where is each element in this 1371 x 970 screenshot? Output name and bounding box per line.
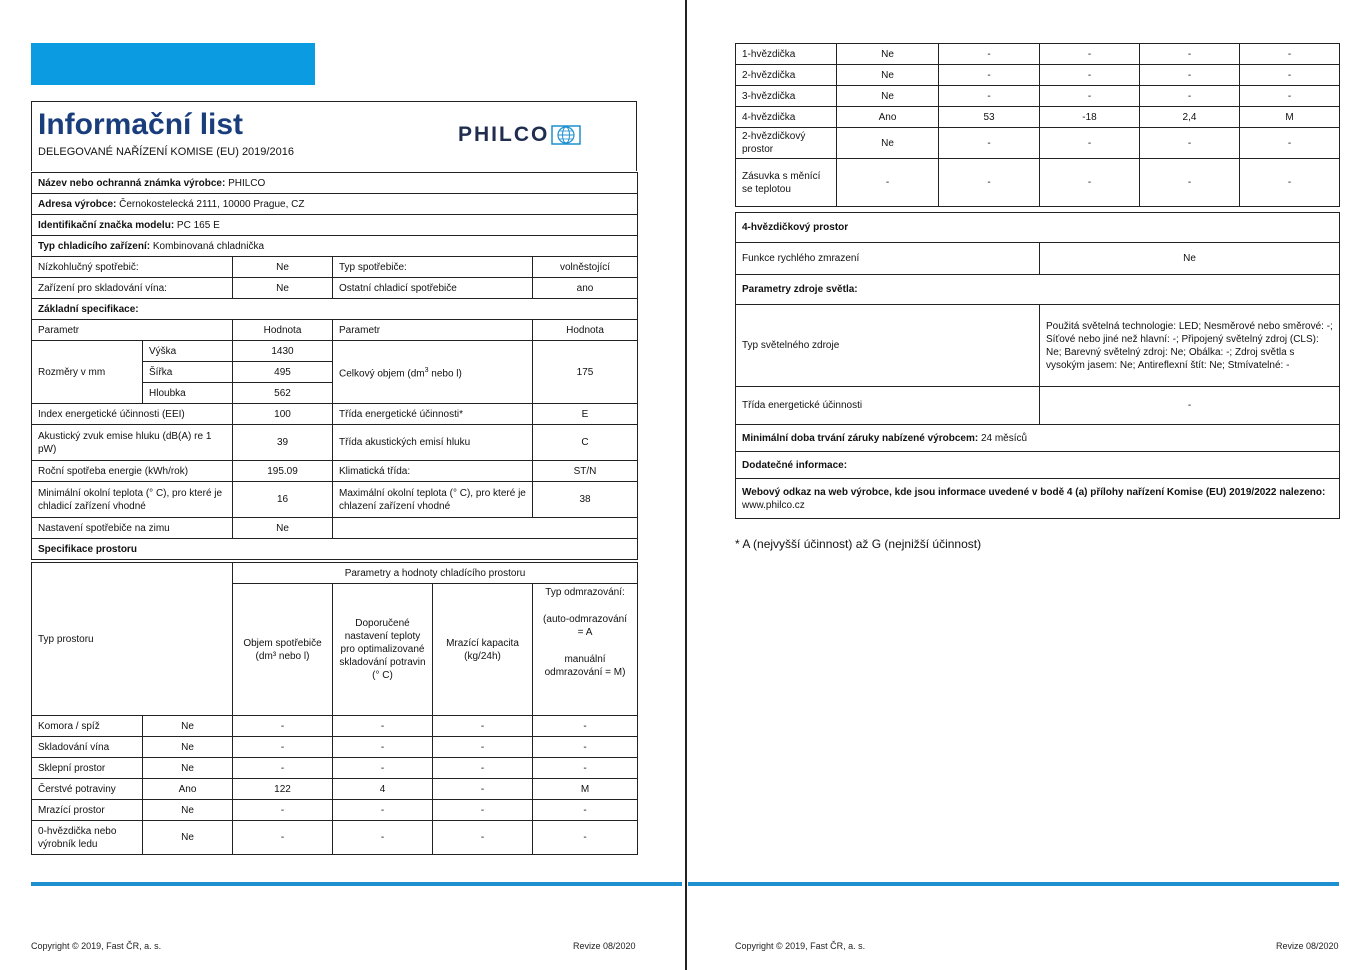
- light-type-value: Použitá světelná technologie: LED; Nesměrové nebo směrové: -; Síťové nebo jiné než hlavní: -; Připojený světelný zdroj (CLS): Ne; Barevný světelný zdroj: Ne; Obálka: -; Zdroj světla s vysokým jasem: Ne; Antireflexní štít: Ne; Stmívatelné: -: [1040, 305, 1340, 387]
- compartment-freeze: -: [1140, 65, 1240, 86]
- other-value: ano: [533, 278, 638, 299]
- compartment-temp: -: [1040, 44, 1140, 65]
- compartment-volume: -: [939, 159, 1040, 207]
- compartment-volume: -: [233, 737, 333, 758]
- compartment-spec-heading: Specifikace prostoru: [32, 539, 638, 560]
- climate-label: Klimatická třída:: [333, 461, 533, 482]
- compartment-volume: -: [233, 821, 333, 855]
- compartment-volume: -: [939, 128, 1040, 159]
- header-accent-bar: [31, 43, 315, 85]
- compartment-volume: -: [939, 44, 1040, 65]
- compartment-temp: -: [1040, 65, 1140, 86]
- left-revision: Revize 08/2020: [573, 941, 636, 951]
- compartment-defrost: -: [533, 800, 638, 821]
- brand-row: Název nebo ochranná známka výrobce: PHILCO: [32, 173, 638, 194]
- fast-freeze-value: Ne: [1040, 243, 1340, 275]
- compartment-row: [736, 44, 1340, 65]
- light-class-value: -: [1040, 387, 1340, 425]
- basic-spec-heading: Základní specifikace:: [32, 299, 638, 320]
- low-noise-label: Nízkohlučný spotřebič:: [32, 257, 233, 278]
- max-temp-value: 38: [533, 482, 638, 518]
- annual-energy-value: 195.09: [233, 461, 333, 482]
- light-params-heading: Parametry zdroje světla:: [736, 275, 1340, 305]
- compartment-present: Ne: [837, 128, 939, 159]
- compartment-present: Ne: [143, 716, 233, 737]
- address-row: Adresa výrobce: Černokostelecká 2111, 10000 Prague, CZ: [32, 194, 638, 215]
- compartment-temp: -: [333, 737, 433, 758]
- compartment-name: 1-hvězdička: [736, 44, 837, 65]
- compartment-row: [736, 65, 1340, 86]
- compartment-freeze: -: [1140, 44, 1240, 65]
- compartment-type-header: Typ prostoru: [32, 563, 233, 716]
- right-page-rule: [688, 882, 1339, 886]
- height-value: 1430: [233, 341, 333, 362]
- params-values-header: Parametry a hodnoty chladícího prostoru: [233, 563, 638, 584]
- annual-energy-label: Roční spotřeba energie (kWh/rok): [32, 461, 233, 482]
- total-volume-value: 175: [533, 341, 638, 404]
- low-noise-value: Ne: [233, 257, 333, 278]
- compartment-name: Čerstvé potraviny: [32, 779, 143, 800]
- wine-value: Ne: [233, 278, 333, 299]
- param-header-2: Parametr: [333, 320, 533, 341]
- compartment-defrost: M: [533, 779, 638, 800]
- compartment-volume: -: [233, 758, 333, 779]
- regulation-text: DELEGOVANÉ NAŘÍZENÍ KOMISE (EU) 2019/2016: [38, 146, 294, 158]
- col-freeze-header: Mrazící kapacita (kg/24h): [433, 584, 533, 716]
- compartment-row: [736, 159, 1340, 207]
- compartment-defrost: -: [533, 737, 638, 758]
- compartment-freeze: -: [433, 716, 533, 737]
- compartment-freeze: 2,4: [1140, 107, 1240, 128]
- compartment-temp: -: [333, 821, 433, 855]
- compartment-name: 4-hvězdička: [736, 107, 837, 128]
- appliance-type-label: Typ spotřebiče:: [333, 257, 533, 278]
- compartment-defrost: -: [533, 758, 638, 779]
- compartment-name: 2-hvězdičkový prostor: [736, 128, 837, 159]
- compartment-table-right: [735, 43, 1340, 207]
- compartment-defrost: M: [1240, 107, 1340, 128]
- compartment-freeze: -: [433, 800, 533, 821]
- compartment-row: [736, 107, 1340, 128]
- winter-label: Nastavení spotřebiče na zimu: [32, 518, 233, 539]
- total-volume-label: Celkový objem ($dm^3$ nebo l): [333, 341, 533, 404]
- noise-class-label: Třída akustických emisí hluku: [333, 425, 533, 461]
- four-star-heading: 4-hvězdičkový prostor: [736, 213, 1340, 243]
- compartment-row: [32, 800, 638, 821]
- compartment-name: Sklepní prostor: [32, 758, 143, 779]
- compartment-present: Ne: [143, 800, 233, 821]
- compartment-freeze: -: [433, 758, 533, 779]
- noise-label: Akustický zvuk emise hluku (dB(A) re 1 pW): [32, 425, 233, 461]
- compartment-name: Mrazící prostor: [32, 800, 143, 821]
- climate-value: ST/N: [533, 461, 638, 482]
- width-value: 495: [233, 362, 333, 383]
- width-label: Šířka: [143, 362, 233, 383]
- page-divider: [685, 0, 687, 970]
- appliance-type-value: volněstojící: [533, 257, 638, 278]
- compartment-volume: 122: [233, 779, 333, 800]
- compartment-defrost: -: [1240, 44, 1340, 65]
- height-label: Výška: [143, 341, 233, 362]
- col-temp-header: Doporučené nastavení teploty pro optimalizované skladování potravin (° C): [333, 584, 433, 716]
- compartment-defrost: -: [533, 821, 638, 855]
- compartment-volume: -: [939, 65, 1040, 86]
- value-header-2: Hodnota: [533, 320, 638, 341]
- compartment-present: Ne: [143, 758, 233, 779]
- right-info-table: [735, 212, 1340, 519]
- energy-class-value: E: [533, 404, 638, 425]
- compartment-name: 3-hvězdička: [736, 86, 837, 107]
- compartment-present: Ano: [143, 779, 233, 800]
- compartment-row: [736, 86, 1340, 107]
- compartment-freeze: -: [1140, 128, 1240, 159]
- right-copyright: Copyright © 2019, Fast ČR, a. s.: [735, 941, 866, 951]
- depth-value: 562: [233, 383, 333, 404]
- noise-class-value: C: [533, 425, 638, 461]
- compartment-present: Ne: [143, 737, 233, 758]
- eei-label: Index energetické účinnosti (EEI): [32, 404, 233, 425]
- compartment-row: [32, 779, 638, 800]
- compartment-name: Zásuvka s měnící se teplotou: [736, 159, 837, 207]
- wine-label: Zařízení pro skladování vína:: [32, 278, 233, 299]
- compartment-temp: -: [1040, 86, 1140, 107]
- compartment-name: Komora / spíž: [32, 716, 143, 737]
- compartment-present: Ano: [837, 107, 939, 128]
- compartment-temp: -18: [1040, 107, 1140, 128]
- compartment-temp: 4: [333, 779, 433, 800]
- globe-icon: [551, 125, 581, 145]
- warranty-row: Minimální doba trvání záruky nabízené výrobcem: 24 měsíců: [736, 425, 1340, 452]
- compartment-present: -: [837, 159, 939, 207]
- eei-value: 100: [233, 404, 333, 425]
- compartment-name: Skladování vína: [32, 737, 143, 758]
- left-page-rule: [31, 882, 682, 886]
- compartment-freeze: -: [433, 737, 533, 758]
- min-temp-value: 16: [233, 482, 333, 518]
- energy-note: * A (nejvyšší účinnost) až G (nejnižší účinnost): [735, 537, 982, 551]
- compartment-defrost: -: [1240, 86, 1340, 107]
- web-link-row: Webový odkaz na web výrobce, kde jsou informace uvedené v bodě 4 (a) přílohy nařízení Komise (EU) 2019/2022 nalezeno: www.philco.cz: [736, 479, 1340, 519]
- compartment-row: [32, 758, 638, 779]
- compartment-name: 0-hvězdička nebo výrobník ledu: [32, 821, 143, 855]
- depth-label: Hloubka: [143, 383, 233, 404]
- winter-empty: [333, 518, 638, 539]
- col-defrost-header: Typ odmrazování: (auto-odmrazování = A manuální odmrazování = M): [533, 584, 638, 716]
- max-temp-label: Maximální okolní teplota (° C), pro které je chlazení zařízení vhodné: [333, 482, 533, 518]
- compartment-temp: -: [333, 758, 433, 779]
- page-title: Informační list: [38, 108, 244, 141]
- compartment-volume: -: [233, 800, 333, 821]
- compartment-temp: -: [1040, 128, 1140, 159]
- compartment-volume: -: [233, 716, 333, 737]
- compartment-defrost: -: [1240, 65, 1340, 86]
- energy-class-label: Třída energetické účinnosti*: [333, 404, 533, 425]
- param-header: Parametr: [32, 320, 233, 341]
- left-copyright: Copyright © 2019, Fast ČR, a. s.: [31, 941, 162, 951]
- compartment-freeze: -: [433, 821, 533, 855]
- compartment-freeze: -: [433, 779, 533, 800]
- compartment-defrost: -: [1240, 159, 1340, 207]
- min-temp-label: Minimální okolní teplota (° C), pro které je chladicí zařízení vhodné: [32, 482, 233, 518]
- compartment-present: Ne: [143, 821, 233, 855]
- compartment-row: [32, 737, 638, 758]
- philco-logo: [458, 123, 581, 147]
- compartment-defrost: -: [533, 716, 638, 737]
- value-header: Hodnota: [233, 320, 333, 341]
- winter-value: Ne: [233, 518, 333, 539]
- compartment-temp: -: [1040, 159, 1140, 207]
- compartment-freeze: -: [1140, 159, 1240, 207]
- compartment-present: Ne: [837, 44, 939, 65]
- compartment-volume: -: [939, 86, 1040, 107]
- compartment-temp: -: [333, 716, 433, 737]
- fast-freeze-label: Funkce rychlého zmrazení: [736, 243, 1040, 275]
- compartment-row: [32, 716, 638, 737]
- logo-text: PHILCO: [458, 123, 550, 146]
- col-volume-header: Objem spotřebiče (dm³ nebo l): [233, 584, 333, 716]
- compartment-defrost: -: [1240, 128, 1340, 159]
- light-class-label: Třída energetické účinnosti: [736, 387, 1040, 425]
- compartment-name: 2-hvězdička: [736, 65, 837, 86]
- extra-info-heading: Dodatečné informace:: [736, 452, 1340, 479]
- type-row: Typ chladicího zařízení: Kombinovaná chladnička: [32, 236, 638, 257]
- compartment-table-left: [31, 562, 638, 855]
- header-box: [31, 101, 637, 171]
- compartment-present: Ne: [837, 86, 939, 107]
- left-spec-table: [31, 172, 638, 560]
- right-revision: Revize 08/2020: [1276, 941, 1339, 951]
- compartment-temp: -: [333, 800, 433, 821]
- compartment-row: [736, 128, 1340, 159]
- model-row: Identifikační značka modelu: PC 165 E: [32, 215, 638, 236]
- compartment-volume: 53: [939, 107, 1040, 128]
- compartment-freeze: -: [1140, 86, 1240, 107]
- compartment-present: Ne: [837, 65, 939, 86]
- light-type-label: Typ světelného zdroje: [736, 305, 1040, 387]
- other-label: Ostatní chladicí spotřebiče: [333, 278, 533, 299]
- noise-value: 39: [233, 425, 333, 461]
- compartment-row: [32, 821, 638, 855]
- dimensions-label: Rozměry v mm: [32, 341, 143, 404]
